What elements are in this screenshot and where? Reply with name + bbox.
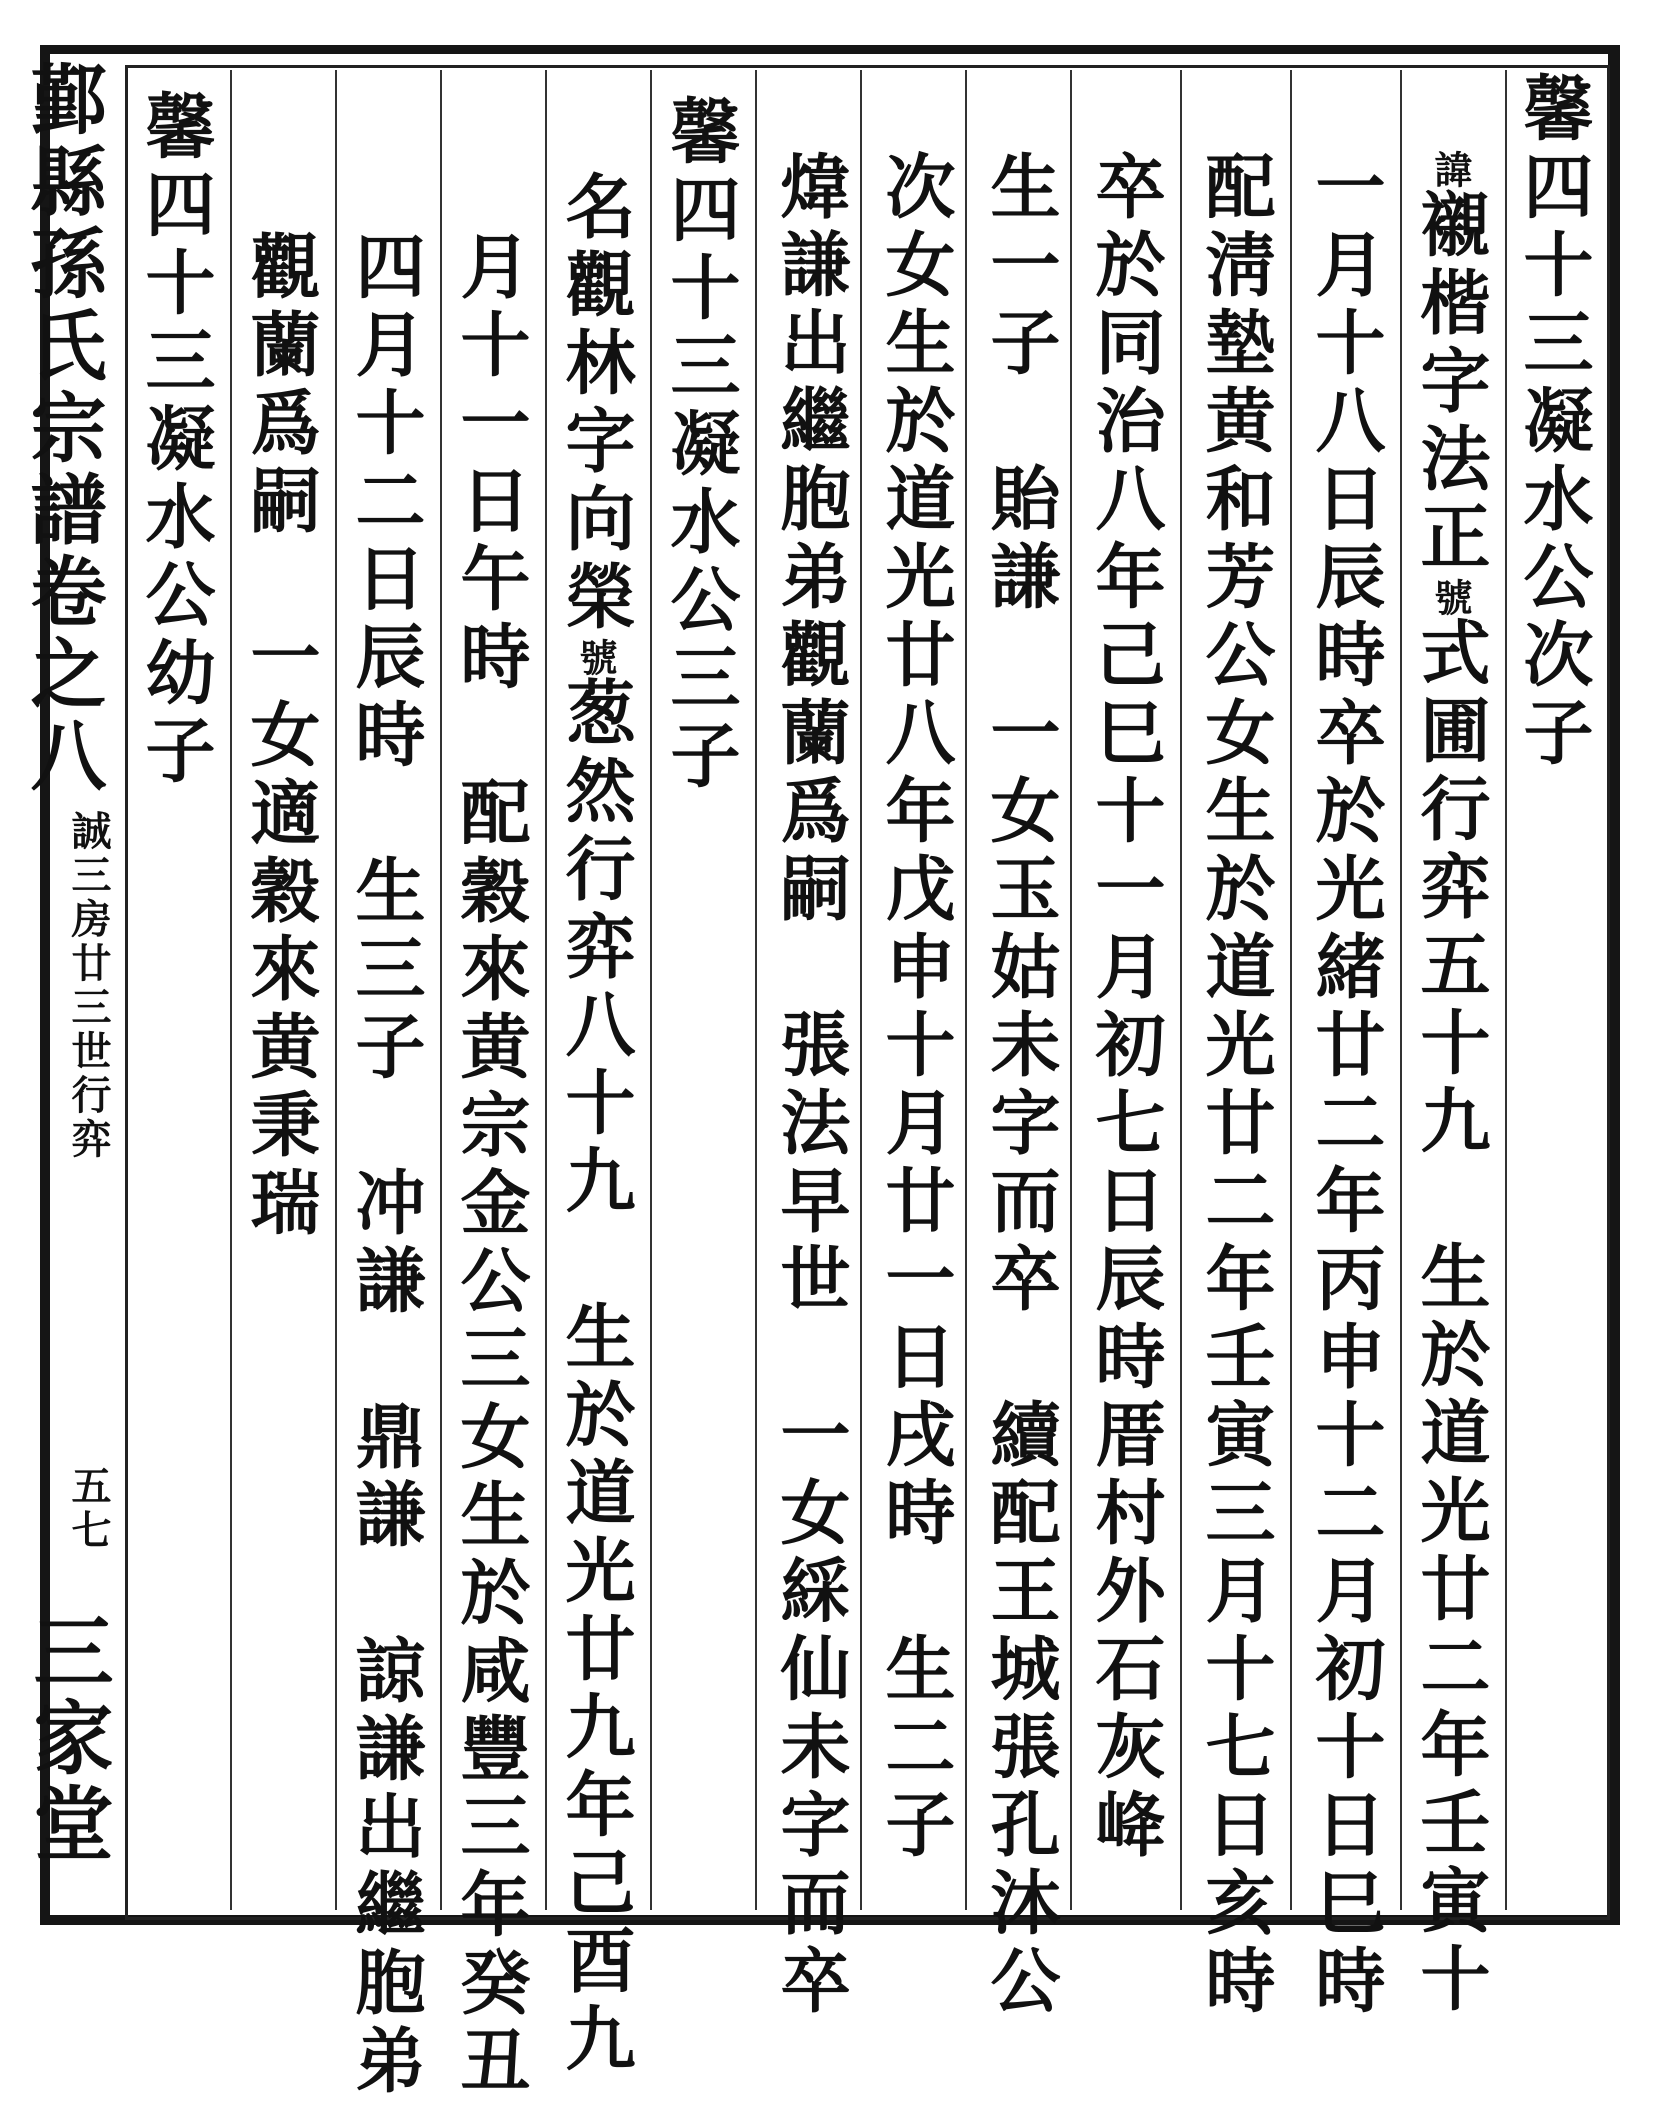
annotation: 號 (1428, 578, 1473, 616)
text-column-7: 次女生於道光廿八年戊申十月廿一日戌時 生二子 (874, 150, 957, 1866)
column-text: 名觀林字向榮 (554, 170, 637, 638)
annotation: 諱 (1428, 150, 1473, 188)
column-rule (1400, 70, 1402, 1910)
column-rule (1180, 70, 1182, 1910)
column-text: 襯楷字法正 (1409, 188, 1492, 578)
text-column-5: 卒於同治八年己巳十一月初七日辰時厝村外石灰𡶶 (1084, 150, 1167, 1866)
text-column-1: 馨四十三凝水公次子 (1512, 72, 1595, 774)
column-rule (335, 70, 337, 1910)
column-rule (965, 70, 967, 1910)
column-rule (860, 70, 862, 1910)
text-column-14: 馨四十三凝水公幼子 (134, 90, 217, 792)
hall-name: 三家堂 (20, 1610, 114, 1868)
page-number: 五七 (65, 1465, 112, 1553)
text-column-12: 四月十二日辰時 生三子 冲謙 鼎謙 諒謙出繼胞弟 (344, 230, 427, 2102)
text-column-3: 一月十八日辰時卒於光緒廿二年丙申十二月初十日巳時 (1304, 150, 1387, 2022)
column-text: 葱然行弈八十九 生於道光廿九年己酉九 (554, 676, 637, 2080)
text-column-9: 馨四十三凝水公三子 (659, 95, 742, 797)
text-column-13: 觀蘭爲嗣 一女適穀來黄秉瑞 (239, 230, 322, 1244)
column-text: 式圃行弈五十九 生於道光廿二年壬寅十 (1409, 616, 1492, 2020)
column-rule (230, 70, 232, 1910)
column-rule (1505, 70, 1507, 1910)
section-label: 誠三房廿三世行弈 (65, 810, 112, 1162)
column-rule (440, 70, 442, 1910)
text-column-2 (1409, 150, 1492, 2020)
column-rule (1070, 70, 1072, 1910)
column-rule (545, 70, 547, 1910)
column-rule (1290, 70, 1292, 1910)
annotation: 號 (573, 638, 618, 676)
text-column-10 (554, 170, 637, 2080)
text-column-4: 配淸墊黄和芳公女生於道光廿二年壬寅三月十七日亥時 (1194, 150, 1277, 2022)
text-column-6: 生一子 貽謙 一女玉姑未字而卒 續配王城張孔沐公 (979, 150, 1062, 2022)
book-title: 鄞縣孫氏宗譜卷之八 (18, 60, 107, 798)
column-rule (650, 70, 652, 1910)
column-rule (755, 70, 757, 1910)
text-column-8: 煒謙出繼胞弟觀蘭爲嗣 張法早世 一女綵仙未字而卒 (769, 150, 852, 2022)
text-column-11: 月十一日午時 配穀來黄宗金公三女生於咸豐三年癸丑 (449, 230, 532, 2102)
